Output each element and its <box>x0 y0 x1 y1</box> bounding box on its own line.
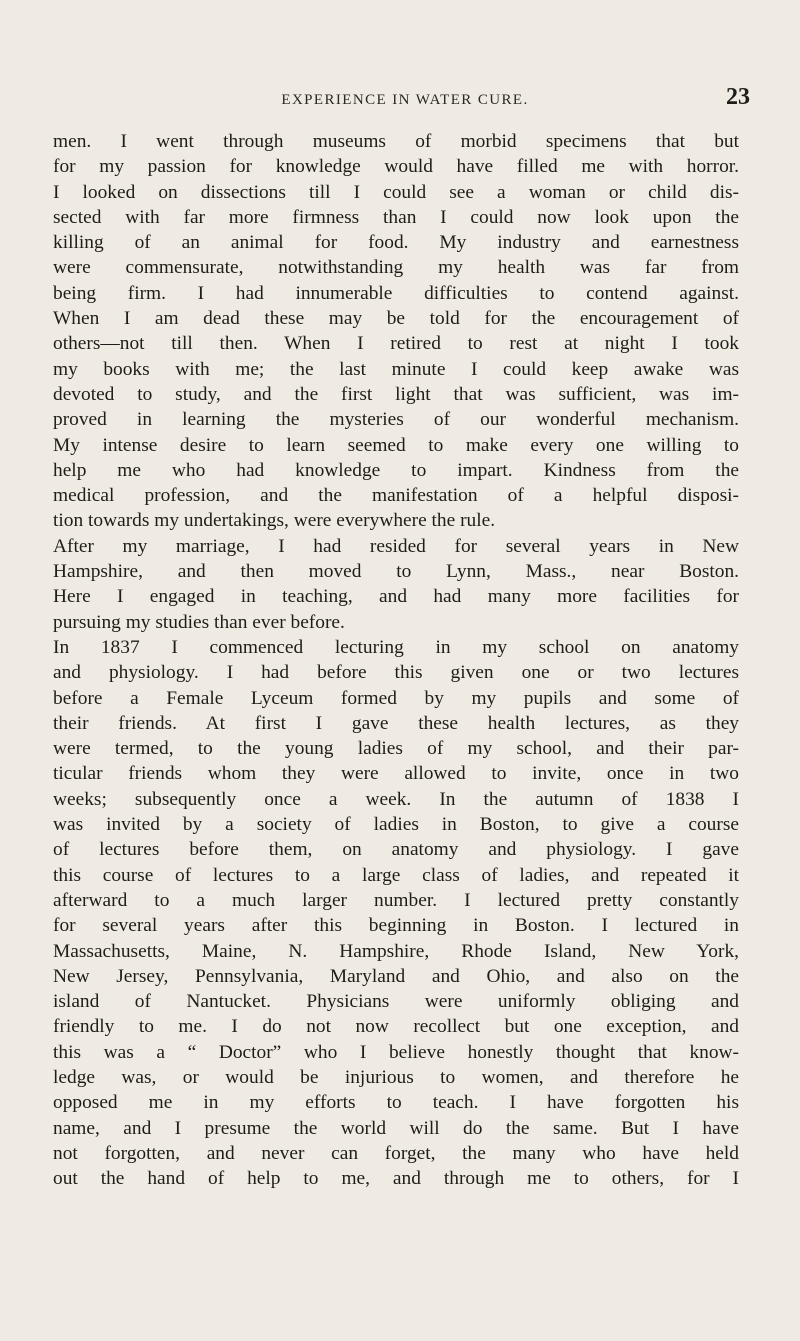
text-line: and physiology. I had before this given one or two lectures <box>53 662 739 684</box>
text-line: proved in learning the mysteries of our wonderful mechanism. <box>53 409 739 431</box>
text-line: my books with me; the last minute I could keep awake was <box>53 358 739 380</box>
text-line: afterward to a much larger number. I lectured pretty constantly <box>53 889 739 911</box>
text-line: of lectures before them, on anatomy and physiology. I gave <box>53 839 739 861</box>
text-line: In 1837 I commenced lecturing in my school on anatomy <box>53 636 739 658</box>
text-line: not forgotten, and never can forget, the many who have held <box>53 1142 739 1164</box>
text-line: New Jersey, Pennsylvania, Maryland and Ohio, and also on the <box>53 965 739 987</box>
text-line: devoted to study, and the first light that was sufficient, was im- <box>53 383 739 405</box>
text-line: sected with far more firmness than I could now look upon the <box>53 206 739 228</box>
text-line: ledge was, or would be injurious to women, and therefore he <box>53 1066 739 1088</box>
text-line: medical profession, and the manifestation of a helpful disposi- <box>53 485 739 507</box>
text-line: help me who had knowledge to impart. Kindness from the <box>53 459 739 481</box>
body-text <box>53 129 739 1191</box>
text-line: out the hand of help to me, and through me to others, for I <box>53 1168 739 1190</box>
text-line: were termed, to the young ladies of my school, and their par- <box>53 738 739 760</box>
text-line: this was a “ Doctor” who I believe honestly thought that know- <box>53 1041 739 1063</box>
text-line: tion towards my undertakings, were everywhere the rule. <box>53 510 496 532</box>
text-line: My intense desire to learn seemed to make every one willing to <box>53 434 739 456</box>
text-line: for my passion for knowledge would have filled me with horror. <box>53 156 739 178</box>
text-line: this course of lectures to a large class of ladies, and repeated it <box>53 864 739 886</box>
text-line: for several years after this beginning in Boston. I lectured in <box>53 915 739 937</box>
text-line: killing of an animal for food. My industry and earnestness <box>53 232 739 254</box>
running-head <box>60 84 750 114</box>
running-title: EXPERIENCE IN WATER CURE. <box>281 92 529 108</box>
text-line: Hampshire, and then moved to Lynn, Mass., near Boston. <box>53 561 739 583</box>
text-line: weeks; subsequently once a week. In the autumn of 1838 I <box>53 788 739 810</box>
text-line: Here I engaged in teaching, and had many more facilities for <box>53 586 739 608</box>
text-line: friendly to me. I do not now recollect but one exception, and <box>53 1016 739 1038</box>
text-line: After my marriage, I had resided for several years in New <box>53 535 739 557</box>
text-line: island of Nantucket. Physicians were uniformly obliging and <box>53 991 739 1013</box>
text-line: being firm. I had innumerable difficulties to contend against. <box>53 282 739 304</box>
text-line: pursuing my studies than ever before. <box>53 611 345 633</box>
text-line: I looked on dissections till I could see a woman or child dis- <box>53 181 739 203</box>
text-line: were commensurate, notwithstanding my health was far from <box>53 257 739 279</box>
text-line: ticular friends whom they were allowed to invite, once in two <box>53 763 739 785</box>
text-line: men. I went through museums of morbid specimens that but <box>53 131 739 152</box>
text-line: their friends. At first I gave these health lectures, as they <box>53 712 739 734</box>
page-number: 23 <box>726 84 750 110</box>
text-line: others—not till then. When I retired to rest at night I took <box>53 333 739 355</box>
text-line: name, and I presume the world will do the same. But I have <box>53 1117 739 1139</box>
text-line: before a Female Lyceum formed by my pupils and some of <box>53 687 739 709</box>
text-line: Massachusetts, Maine, N. Hampshire, Rhode Island, New York, <box>53 940 739 962</box>
text-line: was invited by a society of ladies in Boston, to give a course <box>53 814 739 836</box>
text-line: When I am dead these may be told for the encouragement of <box>53 308 739 330</box>
text-line: opposed me in my efforts to teach. I have forgotten his <box>53 1092 739 1114</box>
